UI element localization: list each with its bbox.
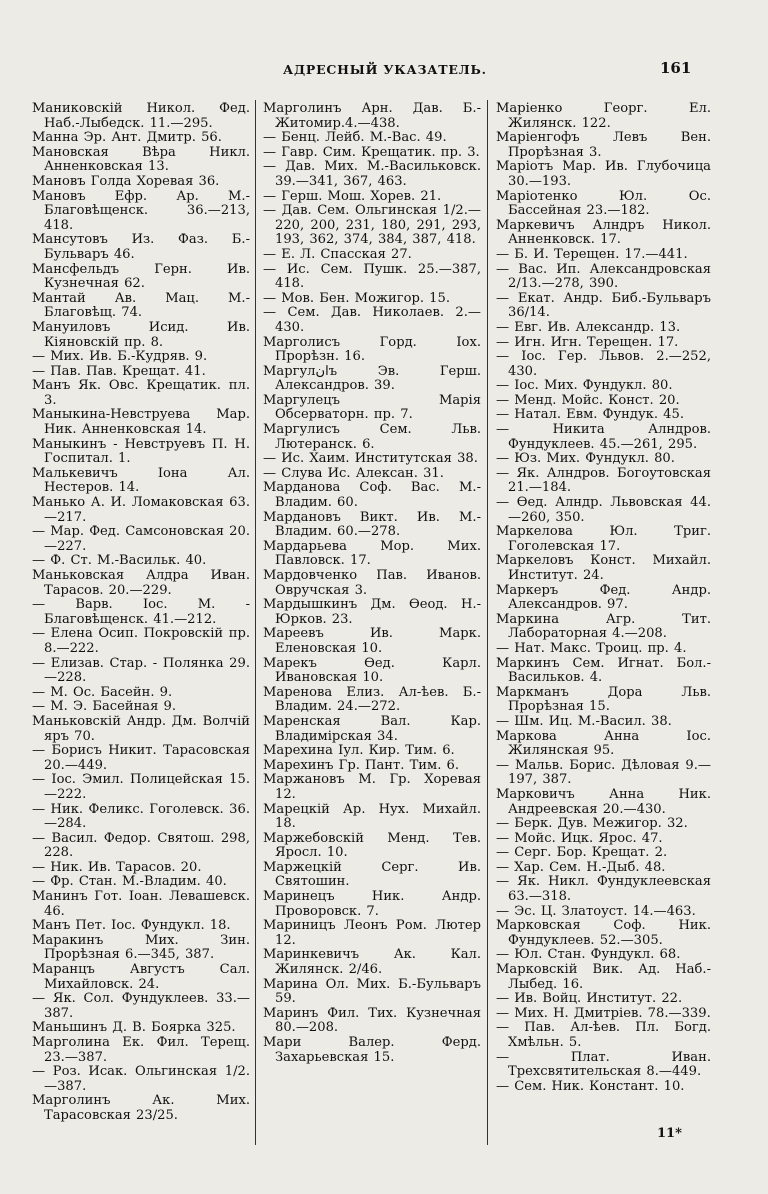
directory-entry: Маркевичъ Алндръ Никол. Анненковск. 17. — [496, 217, 711, 248]
directory-entry: Марекъ Ѳед. Карл. Ивановская 10. — [263, 655, 481, 686]
directory-entry: Мановская Вѣра Никл. Анненковская 13. — [32, 144, 250, 175]
directory-entry: Маржецкій Серг. Ив. Святошин. — [263, 859, 481, 890]
directory-entry: Мануиловъ Исид. Ив. Кіяновскій пр. 8. — [32, 319, 250, 350]
signature-mark: 11* — [657, 1126, 682, 1141]
directory-entry: — Сем. Ник. Констант. 10. — [496, 1078, 685, 1094]
directory-entry: — Борисъ Никит. Тарасовская 20.—449. — [32, 743, 250, 773]
directory-entry: — Ив. Войц. Институт. 22. — [496, 991, 683, 1007]
directory-entry: — Мих. Ив. Б.-Кудряв. 9. — [32, 349, 208, 365]
directory-entry: — Дав. Сем. Ольгинская 1/2.—220, 200, 231, 180, 291, 293, 193, 362, 374, 384, 387, 418. — [263, 203, 481, 248]
directory-entry: — Гавр. Сим. Крещатик. пр. 3. — [263, 144, 480, 160]
directory-entry: Мансутовъ Из. Фаз. Б.-Бульваръ 46. — [32, 232, 250, 262]
directory-entry: Марголисъ Горд. Іох. Прорѣзн. 16. — [263, 334, 481, 365]
directory-entry: Марехинъ Гр. Пант. Тим. 6. — [263, 757, 460, 773]
directory-entry: Марехина Іул. Кир. Тим. 6. — [263, 743, 455, 759]
directory-entry: — Ник. Ив. Тарасов. 20. — [32, 859, 202, 875]
directory-entry: Марина Ол. Мих. Б.-Бульваръ 59. — [263, 976, 481, 1007]
directory-entry: Мари Валер. Ферд. Захарьевская 15. — [263, 1035, 481, 1065]
directory-entry: Маркманъ Дора Льв. Прорѣзная 15. — [496, 684, 711, 715]
directory-entry: — Вас. Ип. Александровская 2/13.—278, 390. — [496, 261, 711, 292]
directory-entry: Маргулانъ Эв. Герш. Александров. 39. — [263, 363, 481, 394]
directory-entry: — Дав. Мих. М.-Васильковск. 39.—341, 367, 463. — [263, 159, 481, 189]
directory-entry: — Ис. Хаим. Институтская 38. — [263, 451, 478, 467]
column-divider — [487, 100, 488, 1145]
directory-entry: — Мальв. Борис. Дѣловая 9.—197, 387. — [496, 757, 711, 788]
directory-entry: Мардышкинъ Дм. Ѳеод. Н.-Юрков. 23. — [263, 597, 481, 627]
directory-entry: Мансфельдъ Герн. Ив. Кузнечная 62. — [32, 261, 250, 292]
directory-entry: Мантай Ав. Мац. М.-Благовѣщ. 74. — [32, 290, 250, 321]
directory-entry: Мареевъ Ив. Марк. Еленовская 10. — [263, 626, 481, 656]
directory-entry: Маньшинъ Д. В. Боярка 325. — [32, 1020, 236, 1036]
directory-entry: — Мих. Н. Дмитріев. 78.—339. — [496, 1005, 711, 1021]
directory-entry: — М. Э. Басейная 9. — [32, 699, 177, 715]
directory-entry: Мардовченко Пав. Иванов. Овручская 3. — [263, 568, 481, 598]
directory-entry: — Як. Алндров. Богоутовская 21.—184. — [496, 465, 711, 496]
directory-entry: Манъ Як. Овс. Крещатик. пл. 3. — [32, 378, 250, 408]
directory-entry: Маржебовскій Менд. Тев. Яросл. 10. — [263, 830, 481, 861]
directory-entry: Маріенгофъ Левъ Вен. Прорѣзная 3. — [496, 130, 711, 160]
directory-entry: — Герш. Мош. Хорев. 21. — [263, 188, 442, 204]
directory-entry: Манинъ Гот. Іоан. Левашевск. 46. — [32, 889, 250, 919]
directory-entry: Маркинъ Сем. Игнат. Бол.-Васильков. 4. — [496, 655, 711, 686]
directory-entry: — Юл. Стан. Фундукл. 68. — [496, 947, 681, 963]
directory-entry: Маргулисъ Сем. Льв. Лютеранск. 6. — [263, 422, 481, 452]
directory-entry: Мариницъ Леонъ Ром. Лютер 12. — [263, 918, 481, 948]
directory-entry: Маринъ Фил. Тих. Кузнечная 80.—208. — [263, 1005, 481, 1036]
directory-entry: Мановъ Голда Хоревая 36. — [32, 173, 220, 189]
directory-entry: — Мар. Фед. Самсоновская 20.—227. — [32, 524, 250, 554]
directory-column-1 — [32, 102, 250, 1124]
directory-entry: Марецкій Ар. Нух. Михайл. 18. — [263, 801, 481, 832]
directory-entry: — Васил. Федор. Святош. 298, 228. — [32, 830, 250, 861]
page-number: 161 — [660, 59, 692, 77]
directory-entry: Мановъ Ефр. Ар. М.-Благовѣщенск. 36.—213, 418. — [32, 188, 250, 233]
directory-entry: — Евг. Ив. Александр. 13. — [496, 319, 681, 335]
directory-entry: — Серг. Бор. Крещат. 2. — [496, 845, 668, 861]
directory-entry: — Б. И. Терещен. 17.—441. — [496, 246, 688, 262]
directory-entry: Маракинъ Мих. Зин. Прорѣзная 6.—345, 387. — [32, 932, 250, 963]
directory-entry: Маркеловъ Конст. Михайл. Институт. 24. — [496, 553, 711, 583]
directory-entry: Манько А. И. Ломаковская 63.—217. — [32, 495, 250, 525]
directory-entry: Маржановъ М. Гр. Хоревая 12. — [263, 772, 481, 802]
page-header — [0, 59, 768, 82]
directory-entry: Мардановъ Викт. Ив. М.-Владим. 60.—278. — [263, 509, 481, 540]
directory-entry: — Мойс. Ицк. Ярос. 47. — [496, 830, 663, 846]
directory-entry: Маркова Анна Іос. Жилянская 95. — [496, 728, 711, 759]
column-divider — [255, 100, 256, 1145]
directory-entry: — Юз. Мих. Фундукл. 80. — [496, 451, 675, 467]
directory-column-2 — [263, 102, 481, 1065]
directory-entry: — Ис. Сем. Пушк. 25.—387, 418. — [263, 261, 481, 292]
directory-entry: Марголина Ек. Фил. Терещ. 23.—387. — [32, 1035, 250, 1065]
directory-entry: Марковскій Вик. Ад. Наб.-Лыбед. 16. — [496, 962, 711, 992]
directory-entry: Маркеръ Фед. Андр. Александров. 97. — [496, 582, 711, 613]
directory-entry: — Пав. Пав. Крещат. 41. — [32, 363, 206, 379]
directory-entry: Маркина Агр. Тит. Лабораторная 4.—208. — [496, 611, 711, 642]
directory-entry: Маниковскій Никол. Фед. Наб.-Лыбедск. 11.—295. — [32, 101, 250, 131]
directory-entry: Марданова Соф. Вас. М.-Владим. 60. — [263, 480, 481, 511]
directory-entry: — Ник. Феликс. Гоголевск. 36.—284. — [32, 801, 250, 832]
directory-entry: — Екат. Андр. Биб.-Бульваръ 36/14. — [496, 290, 711, 321]
directory-entry: — Пав. Ал-ѣев. Пл. Богд. Хмѣльн. 5. — [496, 1020, 711, 1050]
directory-entry: Маринецъ Ник. Андр. Проворовск. 7. — [263, 889, 481, 919]
directory-entry: — Нат. Макс. Троиц. пр. 4. — [496, 640, 687, 656]
directory-entry: — Елизав. Стар. - Полянка 29.—228. — [32, 655, 250, 686]
directory-entry: — Бенц. Лейб. М.-Вас. 49. — [263, 130, 447, 146]
directory-entry: — Е. Л. Спасская 27. — [263, 246, 412, 262]
directory-entry: Маріотенко Юл. Ос. Бассейная 23.—182. — [496, 188, 711, 219]
directory-entry: — Слува Ис. Алексан. 31. — [263, 465, 444, 481]
directory-entry: — Як. Сол. Фундуклеев. 33.—387. — [32, 991, 250, 1021]
directory-entry: Маныкинъ - Невструевъ П. Н. Госпитал. 1. — [32, 436, 250, 467]
directory-entry: — Берк. Дув. Межигор. 32. — [496, 816, 688, 832]
directory-entry: Маранцъ Августъ Сал. Михайловск. 24. — [32, 962, 250, 992]
directory-entry: — Іос. Гер. Львов. 2.—252, 430. — [496, 349, 711, 379]
directory-entry: Маргулецъ Марія Обсерваторн. пр. 7. — [263, 392, 481, 423]
directory-entry: Маныкина-Невструева Мар. Ник. Анненковская 14. — [32, 407, 250, 438]
directory-entry: — Ф. Ст. М.-Васильк. 40. — [32, 553, 207, 569]
directory-entry: Маренова Елиз. Ал-ѣев. Б.-Владим. 24.—272. — [263, 684, 481, 715]
directory-entry: Маркелова Юл. Триг. Гоголевская 17. — [496, 524, 711, 554]
directory-entry: — Іос. Мих. Фундукл. 80. — [496, 378, 673, 394]
directory-entry: — М. Ос. Басейн. 9. — [32, 684, 173, 700]
directory-entry: — Плат. Иван. Трехсвятительская 8.—449. — [496, 1049, 711, 1080]
directory-entry: — Іос. Эмил. Полицейская 15.—222. — [32, 772, 250, 802]
directory-entry: — Игн. Игн. Терещен. 17. — [496, 334, 679, 350]
directory-entry: Манъ Пет. Іос. Фундукл. 18. — [32, 918, 231, 934]
directory-entry: Марголинъ Арн. Дав. Б.-Житомир.4.—438. — [263, 101, 481, 131]
directory-entry: Марковичъ Анна Ник. Андреевская 20.—430. — [496, 786, 711, 817]
directory-entry: — Як. Никл. Фундуклеевская 63.—318. — [496, 874, 711, 905]
directory-entry: Маньковскій Андр. Дм. Волчій яръ 70. — [32, 713, 250, 744]
directory-entry: — Шм. Иц. М.-Васил. 38. — [496, 713, 672, 729]
directory-entry: — Менд. Мойс. Конст. 20. — [496, 392, 680, 408]
directory-entry: — Эс. Ц. Златоуст. 14.—463. — [496, 903, 696, 919]
directory-entry: — Натал. Евм. Фундук. 45. — [496, 407, 685, 423]
directory-entry: Марголинъ Ак. Мих. Тарасовская 23/25. — [32, 1093, 250, 1123]
directory-entry: Маринкевичъ Ак. Кал. Жилянск. 2/46. — [263, 947, 481, 978]
directory-entry: — Никита Алндров. Фундуклеев. 45.—261, 295. — [496, 422, 711, 452]
directory-entry: Маріенко Георг. Ел. Жилянск. 122. — [496, 101, 711, 131]
directory-entry: Маріотъ Мар. Ив. Глубочица 30.—193. — [496, 159, 711, 189]
directory-entry: — Ѳед. Алндр. Львовская 44.—260, 350. — [496, 495, 711, 525]
directory-entry: — Сем. Дав. Николаев. 2.—430. — [263, 305, 481, 335]
page-title: АДРЕСНЫЙ УКАЗАТЕЛЬ. — [283, 62, 487, 77]
directory-entry: — Хар. Сем. Н.-Дыб. 48. — [496, 859, 666, 875]
directory-entry: Мардарьева Мор. Мих. Павловск. 17. — [263, 538, 481, 569]
directory-entry: Малькевичъ Іона Ал. Нестеров. 14. — [32, 465, 250, 496]
directory-entry: — Роз. Исак. Ольгинская 1/2.—387. — [32, 1064, 250, 1094]
directory-column-3 — [496, 102, 711, 1094]
directory-entry: Марковская Соф. Ник. Фундуклеев. 52.—305. — [496, 918, 711, 948]
directory-entry: — Фр. Стан. М.-Владим. 40. — [32, 874, 227, 890]
directory-entry: — Мов. Бен. Можигор. 15. — [263, 290, 450, 306]
directory-entry: Маренская Вал. Кар. Владимірская 34. — [263, 713, 481, 744]
directory-entry: — Елена Осип. Покровскій пр. 8.—222. — [32, 626, 250, 656]
directory-entry: Маньковская Алдра Иван. Тарасов. 20.—229. — [32, 568, 250, 598]
directory-entry: Манна Эр. Ант. Дмитр. 56. — [32, 130, 222, 146]
directory-entry: — Варв. Іос. М. - Благовѣщенск. 41.—212. — [32, 597, 250, 627]
